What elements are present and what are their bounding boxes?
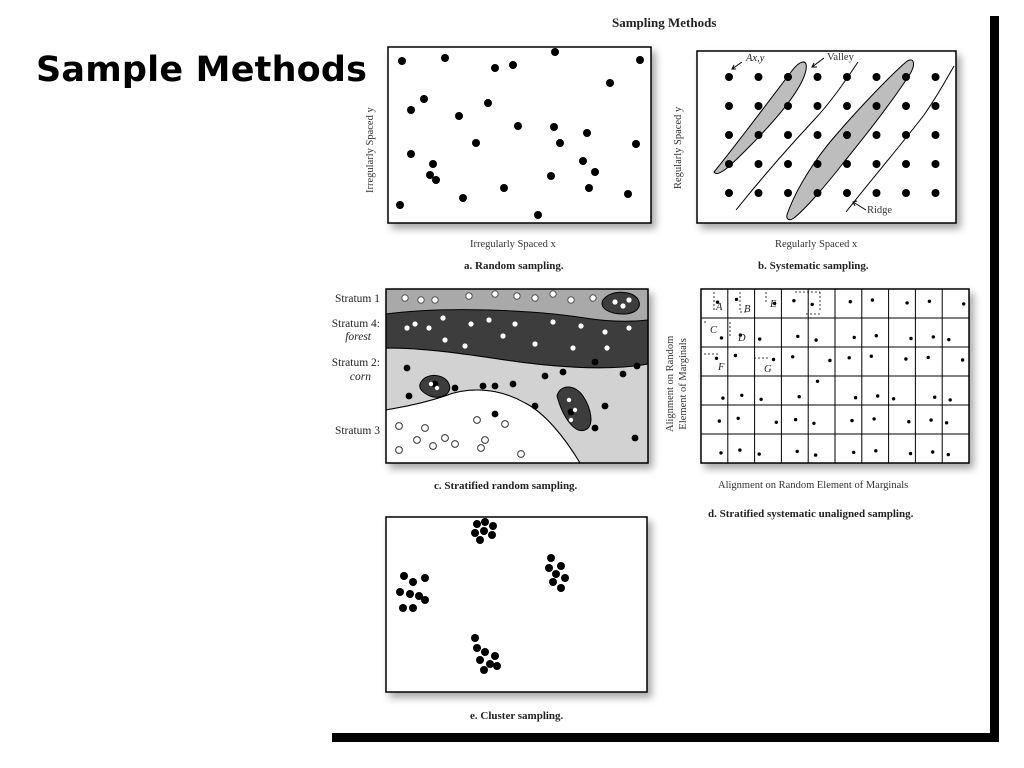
sample-point	[634, 363, 641, 370]
stratum-4-type-text: forest	[345, 331, 371, 343]
panel-b-caption: b. Systematic sampling.	[758, 260, 869, 272]
sample-point	[929, 418, 932, 421]
sample-point	[873, 73, 881, 81]
sample-point	[902, 189, 910, 197]
panel-a-y-axis: Irregularly Spaced y	[365, 107, 376, 193]
panel-cluster-sampling	[385, 516, 648, 693]
sample-point	[612, 299, 617, 304]
sample-point	[570, 345, 575, 350]
stratum-3-label: Stratum 3	[334, 425, 380, 437]
panel-c-caption: c. Stratified random sampling.	[434, 480, 578, 492]
sample-point	[404, 325, 409, 330]
panel-systematic-sampling	[696, 50, 957, 224]
sample-point	[721, 396, 724, 399]
stratified-systematic-plot	[700, 288, 970, 464]
sample-point	[872, 417, 875, 420]
sample-point	[442, 337, 447, 342]
sample-point	[933, 396, 936, 399]
sample-point	[560, 369, 567, 376]
sample-point	[849, 300, 852, 303]
sample-point	[928, 300, 931, 303]
panel-d-y-axis	[664, 336, 690, 432]
sample-point	[466, 293, 472, 299]
panel-stratified-systematic-sampling	[700, 288, 970, 464]
point-label-axy: Ax,y	[746, 53, 765, 64]
sample-point	[462, 343, 467, 348]
sample-point	[792, 299, 795, 302]
sample-point	[816, 380, 819, 383]
sample-point	[532, 341, 537, 346]
stratum-2-type	[322, 371, 371, 383]
sample-point	[735, 298, 738, 301]
sample-point	[870, 355, 873, 358]
sample-point	[632, 435, 639, 442]
sample-point	[798, 395, 801, 398]
sample-point	[892, 397, 895, 400]
sample-point	[492, 411, 499, 418]
sample-point	[486, 317, 491, 322]
sample-point	[854, 396, 857, 399]
sample-point	[620, 303, 625, 308]
sample-point	[542, 373, 549, 380]
sample-point	[429, 382, 433, 386]
figure-title: Sampling Methods	[612, 15, 717, 30]
stratum-4-type	[322, 331, 371, 343]
sample-point	[518, 451, 525, 458]
frame-edge-bottom	[332, 733, 999, 742]
sample-point	[532, 295, 538, 301]
sample-point	[947, 453, 950, 456]
sample-point	[734, 354, 737, 357]
sample-point	[874, 449, 877, 452]
point-label-f: F	[718, 362, 725, 373]
sample-point	[482, 437, 489, 444]
sample-point	[848, 356, 851, 359]
sample-point	[876, 394, 879, 397]
sample-point	[961, 358, 964, 361]
sample-point	[626, 325, 631, 330]
sample-point	[843, 189, 851, 197]
sample-point	[902, 102, 910, 110]
sample-point	[578, 323, 583, 328]
sample-point	[740, 394, 743, 397]
sample-point	[945, 421, 948, 424]
sample-point	[406, 393, 413, 400]
sample-point	[962, 302, 965, 305]
sample-point	[738, 448, 741, 451]
sample-point	[814, 189, 822, 197]
sample-point	[932, 160, 940, 168]
sample-point	[568, 297, 574, 303]
sample-point	[796, 335, 799, 338]
valley-label: Valley	[827, 52, 854, 63]
stratum-4-label: Stratum 4:	[331, 318, 380, 330]
sample-point	[592, 359, 599, 366]
ridge-label: Ridge	[867, 205, 893, 216]
sample-point	[725, 73, 733, 81]
sample-point	[755, 102, 763, 110]
sample-point	[432, 297, 438, 303]
sample-point	[791, 355, 794, 358]
sample-point	[932, 102, 940, 110]
panel-e-caption: e. Cluster sampling.	[470, 710, 564, 722]
sample-point	[500, 333, 505, 338]
sample-point	[949, 398, 952, 401]
sample-point	[902, 131, 910, 139]
sample-point	[569, 418, 573, 422]
stratified-random-plot	[385, 288, 649, 464]
sample-point	[755, 131, 763, 139]
forest-patch-corner	[602, 292, 639, 314]
sample-point	[814, 102, 822, 110]
sample-point	[474, 417, 481, 424]
panel-d-y-axis-line1: Alignment on Random	[665, 335, 676, 432]
sample-point	[852, 451, 855, 454]
sample-point	[758, 452, 761, 455]
sample-point	[422, 425, 429, 432]
point-label-a: A	[716, 302, 723, 313]
sample-point	[755, 73, 763, 81]
slide-title: Sample Methods	[36, 50, 368, 90]
sample-point	[412, 321, 417, 326]
panel-stratified-random-sampling	[385, 288, 649, 464]
sample-point	[811, 303, 814, 306]
sample-point	[590, 295, 596, 301]
panel-d-caption: d. Stratified systematic unaligned sampling.	[708, 508, 914, 520]
sample-point	[510, 381, 517, 388]
random-sampling-plot	[387, 46, 652, 224]
sample-point	[772, 358, 775, 361]
sample-point	[932, 189, 940, 197]
sample-point	[404, 365, 411, 372]
panel-b-y-axis: Regularly Spaced y	[673, 106, 684, 189]
stratum-2-label: Stratum 2:	[331, 357, 380, 369]
systematic-sampling-plot	[696, 50, 957, 224]
sample-point	[796, 450, 799, 453]
sample-point	[759, 398, 762, 401]
sample-point	[814, 131, 822, 139]
sample-point	[775, 421, 778, 424]
sample-point	[828, 359, 831, 362]
point-label-e: E	[770, 299, 777, 310]
point-label-b: B	[744, 304, 751, 315]
sample-point	[907, 420, 910, 423]
sample-point	[396, 423, 403, 430]
sample-point	[478, 445, 485, 452]
sample-point	[602, 329, 607, 334]
sample-point	[873, 160, 881, 168]
sample-point	[902, 73, 910, 81]
sample-point	[873, 102, 881, 110]
sample-point	[402, 295, 408, 301]
panel-d-y-axis-line2: Element of Marginals	[678, 338, 689, 430]
sample-point	[430, 443, 437, 450]
sample-point	[550, 319, 555, 324]
panel-a-caption: a. Random sampling.	[464, 260, 564, 272]
sample-point	[932, 131, 940, 139]
sample-point	[480, 383, 487, 390]
sample-point	[492, 291, 498, 297]
panel-random-sampling	[387, 46, 652, 224]
sample-point	[784, 160, 792, 168]
sample-point	[725, 131, 733, 139]
sample-point	[573, 408, 577, 412]
sample-point	[620, 371, 627, 378]
sample-point	[604, 345, 609, 350]
sample-point	[550, 291, 556, 297]
sample-point	[514, 293, 520, 299]
sample-point	[814, 338, 817, 341]
sample-point	[784, 189, 792, 197]
point-label-c: C	[710, 325, 718, 336]
stratum-2-type-text: corn	[349, 371, 371, 383]
sample-point	[567, 398, 571, 402]
sample-point	[715, 357, 718, 360]
sample-point	[602, 403, 609, 410]
sample-point	[725, 189, 733, 197]
sample-point	[396, 447, 403, 454]
sample-point	[812, 422, 815, 425]
sample-point	[737, 417, 740, 420]
sample-point	[492, 383, 499, 390]
point-label-d: D	[738, 333, 746, 344]
sample-point	[512, 321, 517, 326]
sample-point	[814, 160, 822, 168]
sample-point	[725, 102, 733, 110]
sample-point	[931, 450, 934, 453]
sample-point	[814, 73, 822, 81]
sample-point	[850, 419, 853, 422]
sample-point	[932, 73, 940, 81]
sample-point	[909, 337, 912, 340]
sample-point	[626, 297, 631, 302]
sample-point	[947, 338, 950, 341]
sample-point	[814, 453, 817, 456]
panel-a-x-axis: Irregularly Spaced x	[470, 239, 556, 250]
sample-point	[853, 336, 856, 339]
sample-point	[755, 189, 763, 197]
sample-point	[452, 385, 459, 392]
sample-point	[720, 336, 723, 339]
sample-point	[719, 451, 722, 454]
sample-point	[442, 435, 449, 442]
sample-point	[440, 315, 445, 320]
panel-d-x-axis: Alignment on Random Element of Marginals	[718, 480, 909, 491]
sample-point	[902, 160, 910, 168]
sample-point	[873, 131, 881, 139]
sample-point	[435, 386, 439, 390]
sample-point	[871, 298, 874, 301]
sample-point	[414, 437, 421, 444]
sample-point	[873, 189, 881, 197]
sample-point	[718, 419, 721, 422]
sample-point	[592, 425, 599, 432]
sample-point	[843, 131, 851, 139]
sample-point	[784, 102, 792, 110]
sample-point	[843, 160, 851, 168]
sample-point	[784, 131, 792, 139]
stratum-1-label: Stratum 1	[334, 293, 380, 305]
sample-point	[784, 73, 792, 81]
panel-b-x-axis: Regularly Spaced x	[775, 239, 858, 250]
sample-point	[758, 337, 761, 340]
sample-point	[532, 403, 539, 410]
cluster-sampling-plot	[385, 516, 648, 693]
sample-point	[904, 357, 907, 360]
sample-point	[909, 452, 912, 455]
sample-point	[932, 335, 935, 338]
sample-point	[426, 325, 431, 330]
sample-point	[725, 160, 733, 168]
frame-edge-right	[990, 16, 999, 742]
sample-point	[927, 356, 930, 359]
sample-point	[452, 441, 459, 448]
sample-point	[468, 321, 473, 326]
sample-point	[875, 334, 878, 337]
sample-point	[418, 297, 424, 303]
point-label-g: G	[764, 364, 772, 375]
sample-point	[905, 301, 908, 304]
sample-point	[843, 73, 851, 81]
sample-point	[755, 160, 763, 168]
sample-point	[794, 418, 797, 421]
sample-point	[502, 421, 509, 428]
sample-point	[843, 102, 851, 110]
